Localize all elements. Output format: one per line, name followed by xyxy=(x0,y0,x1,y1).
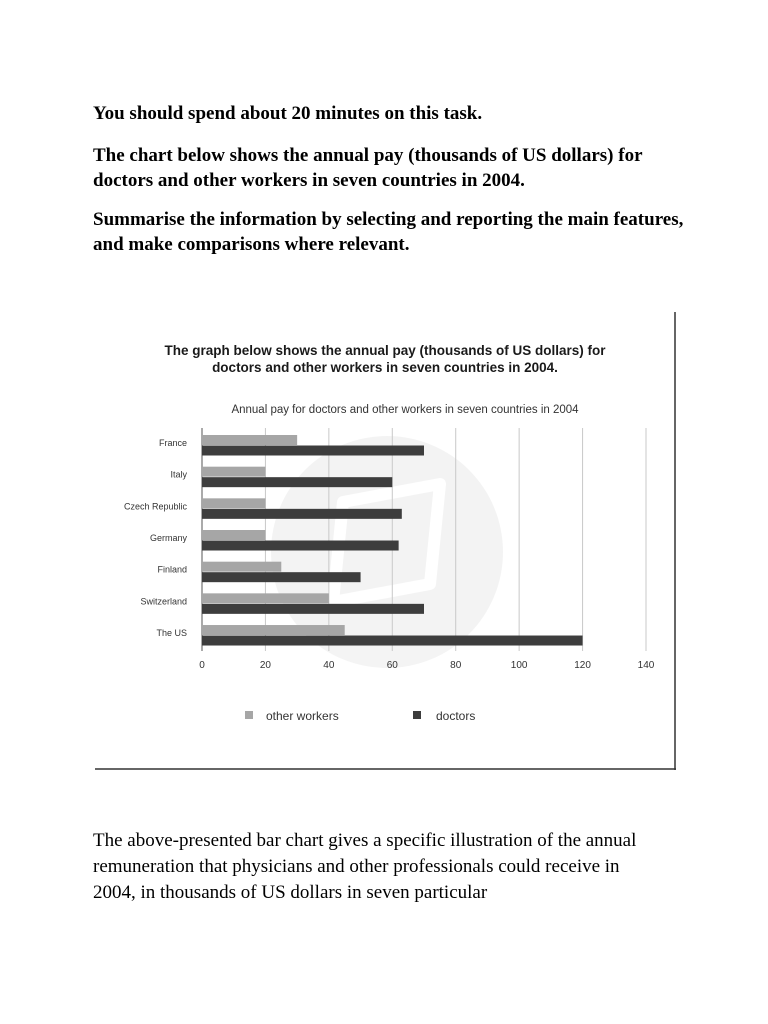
x-tick-label: 80 xyxy=(450,660,462,671)
category-label: The US xyxy=(156,628,187,639)
bar-other-workers xyxy=(202,625,345,635)
x-tick-label: 140 xyxy=(637,660,655,671)
bar-doctors xyxy=(202,477,392,487)
bar-other-workers xyxy=(202,467,265,477)
legend xyxy=(245,709,475,723)
bar-doctors xyxy=(202,604,424,614)
bar-other-workers xyxy=(202,562,281,572)
category-label: Finland xyxy=(157,564,187,575)
x-axis-ticks xyxy=(199,660,655,671)
category-label: Czech Republic xyxy=(123,501,187,512)
chart-heading-line2: doctors and other workers in seven countries in 2004. xyxy=(212,360,558,375)
task-instruction-summary: Summarise the information by selecting and reporting the main features, and make comparisons where relevant. xyxy=(93,209,684,255)
bar-doctors xyxy=(202,636,583,646)
category-labels xyxy=(124,438,188,638)
x-tick-label: 60 xyxy=(386,660,398,671)
x-tick-label: 40 xyxy=(323,660,335,671)
chart-heading-line1: The graph below shows the annual pay (thousands of US dollars) for xyxy=(164,343,606,358)
bar-other-workers xyxy=(202,498,265,508)
x-tick-label: 120 xyxy=(574,660,591,671)
bar-doctors xyxy=(202,509,402,519)
bar-other-workers xyxy=(202,530,265,540)
bar-doctors xyxy=(202,572,361,582)
chart-image xyxy=(95,312,676,770)
category-label: Germany xyxy=(149,533,187,544)
category-label: Italy xyxy=(170,469,187,480)
bar-chart xyxy=(95,312,676,770)
x-tick-label: 0 xyxy=(199,660,205,671)
legend-label-other-workers: other workers xyxy=(266,709,339,723)
category-label: France xyxy=(158,438,187,448)
legend-swatch-doctors xyxy=(413,711,421,719)
legend-swatch-other-workers xyxy=(245,711,253,719)
category-label: Switzerland xyxy=(140,596,187,607)
x-tick-label: 100 xyxy=(510,660,528,671)
bar-other-workers xyxy=(202,593,329,603)
legend-label-doctors: doctors xyxy=(436,709,476,723)
essay-paragraph: The above-presented bar chart gives a specific illustration of the annual remuneration that physicians and other professionals could receive in 2004, in thousands of US dollars in seven particular xyxy=(93,830,637,903)
task-instruction-time: You should spend about 20 minutes on this task. xyxy=(93,103,483,124)
x-tick-label: 20 xyxy=(259,660,271,671)
bar-doctors xyxy=(202,446,424,456)
bar-doctors xyxy=(202,541,399,551)
task-instruction-chart: The chart below shows the annual pay (thousands of US dollars) for doctors and other workers in seven countries in 2004. xyxy=(93,145,643,191)
chart-title: Annual pay for doctors and other workers in seven countries in 2004 xyxy=(231,404,579,416)
bar-other-workers xyxy=(202,435,297,445)
